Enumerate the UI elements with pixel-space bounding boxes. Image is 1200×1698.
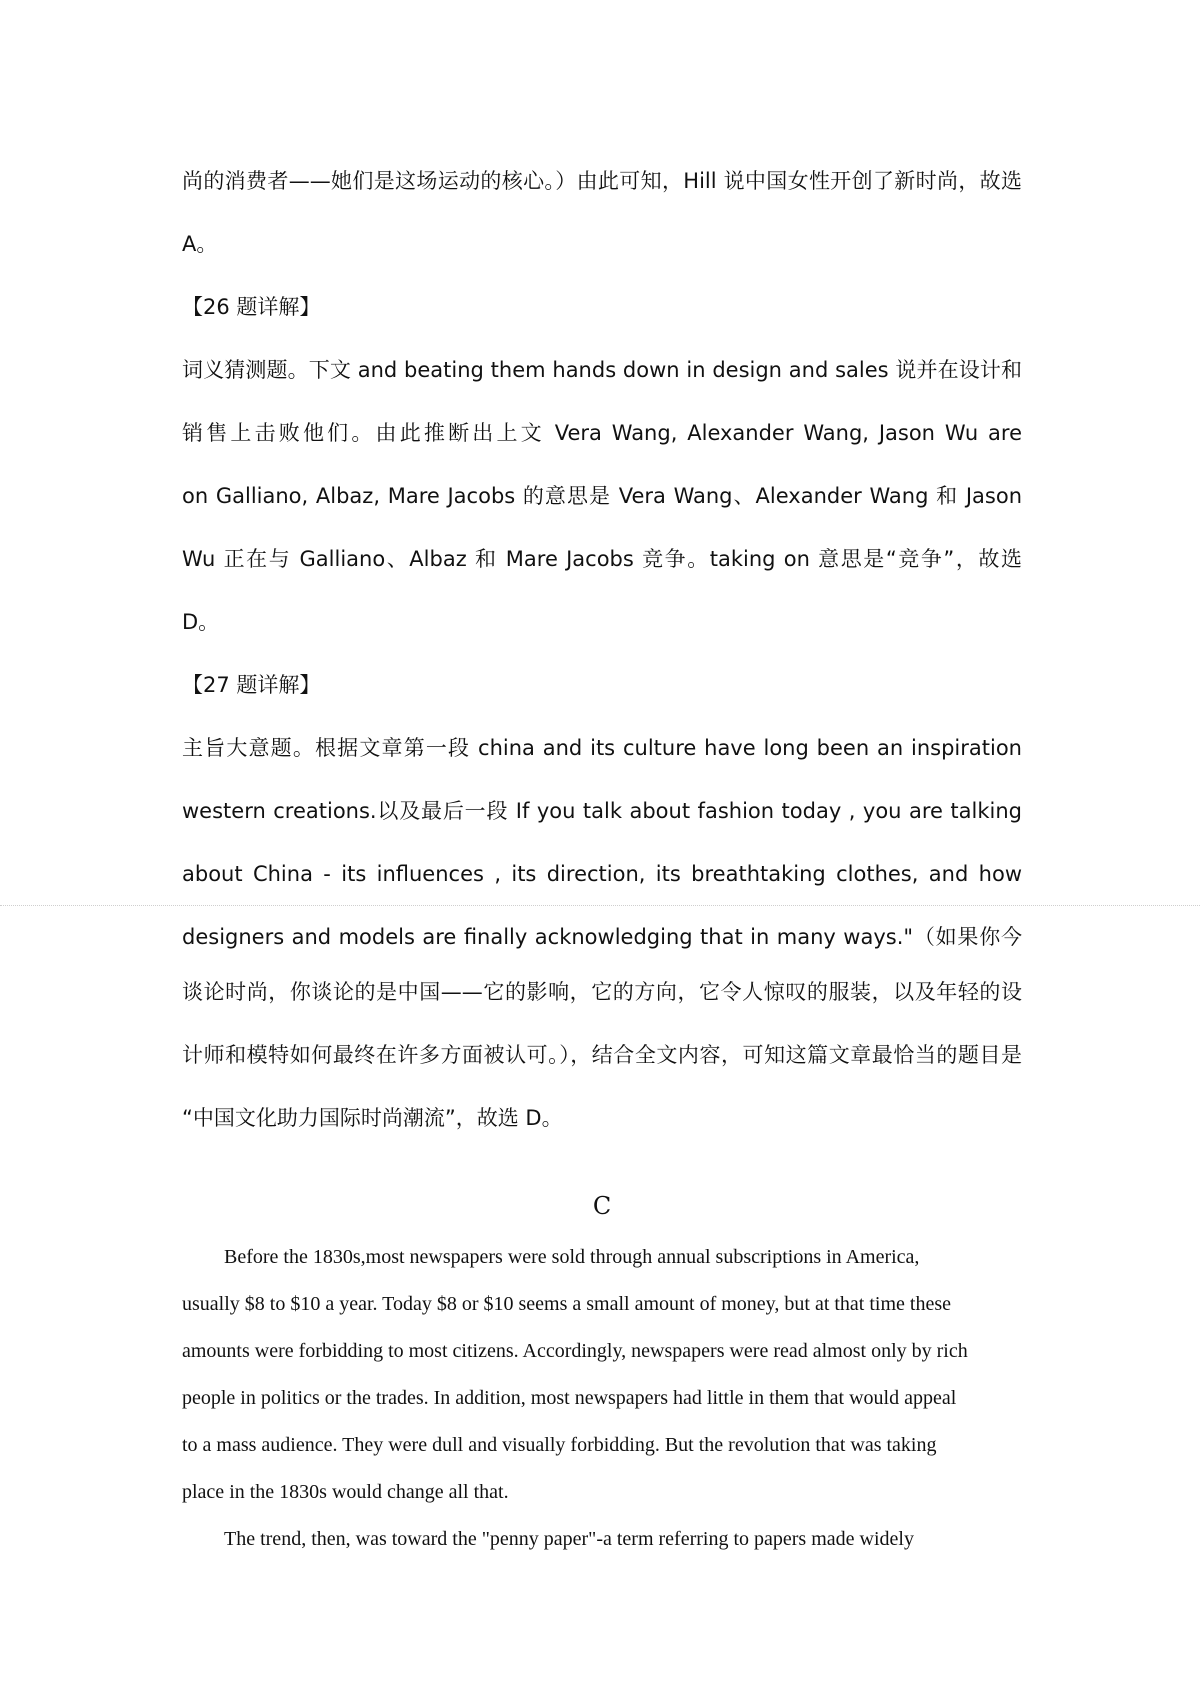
answer-explanations bbox=[182, 150, 1022, 1142]
passage-line: Before the 1830s,most newspapers were sold through annual subscriptions in America, bbox=[224, 1246, 920, 1268]
text-line: designers and models are finally acknowledging that in many ways."（如果你今 bbox=[182, 925, 1022, 949]
passage-line: people in politics or the trades. In addition, most newspapers had little in them that would appeal bbox=[182, 1387, 957, 1409]
text-line: D。 bbox=[182, 610, 220, 634]
passage-line: The trend, then, was toward the "penny paper"-a term referring to papers made widely bbox=[224, 1528, 914, 1550]
text-line: A。 bbox=[182, 232, 218, 256]
text-line: “中国文化助力国际时尚潮流”，故选 D。 bbox=[182, 1106, 563, 1130]
text-line: 词义猜测题。下文 and beating them hands down in design and sales 说并在设计和 bbox=[182, 358, 1022, 382]
text-line: Wu 正在与 Galliano、Albaz 和 Mare Jacobs 竞争。taking on 意思是“竞争”，故选 bbox=[182, 547, 1022, 571]
text-line: 谈论时尚，你谈论的是中国——它的影响，它的方向，它令人惊叹的服装，以及年轻的设 bbox=[182, 980, 1022, 1004]
passage-line: to a mass audience. They were dull and visually forbidding. But the revolution that was taking bbox=[182, 1434, 937, 1456]
q26-heading: 【26 题详解】 bbox=[182, 295, 321, 319]
text-line: 尚的消费者——她们是这场运动的核心。）由此可知，Hill 说中国女性开创了新时尚，故选 bbox=[182, 169, 1022, 193]
text-line: 主旨大意题。根据文章第一段 china and its culture have long been an inspiration bbox=[182, 736, 1022, 760]
text-line: on Galliano, Albaz, Mare Jacobs 的意思是 Vera Wang、Alexander Wang 和 Jason bbox=[182, 484, 1022, 508]
text-line: western creations.以及最后一段 If you talk about fashion today , you are talking bbox=[182, 799, 1022, 823]
text-line: about China - its influences , its direction, its breathtaking clothes, and how bbox=[182, 862, 1022, 886]
reading-passage-c bbox=[182, 1188, 1022, 1563]
passage-line: place in the 1830s would change all that. bbox=[182, 1481, 509, 1503]
passage-line: usually $8 to $10 a year. Today $8 or $10 seems a small amount of money, but at that time these bbox=[182, 1293, 952, 1315]
q27-heading: 【27 题详解】 bbox=[182, 673, 321, 697]
section-title: C bbox=[592, 1192, 612, 1220]
passage-line: amounts were forbidding to most citizens. Accordingly, newspapers were read almost only by rich bbox=[182, 1340, 968, 1362]
page-break-divider bbox=[0, 905, 1200, 906]
text-line: 销售上击败他们。由此推断出上文 Vera Wang, Alexander Wang, Jason Wu are bbox=[182, 421, 1022, 445]
text-line: 计师和模特如何最终在许多方面被认可。），结合全文内容，可知这篇文章最恰当的题目是 bbox=[182, 1043, 1022, 1067]
